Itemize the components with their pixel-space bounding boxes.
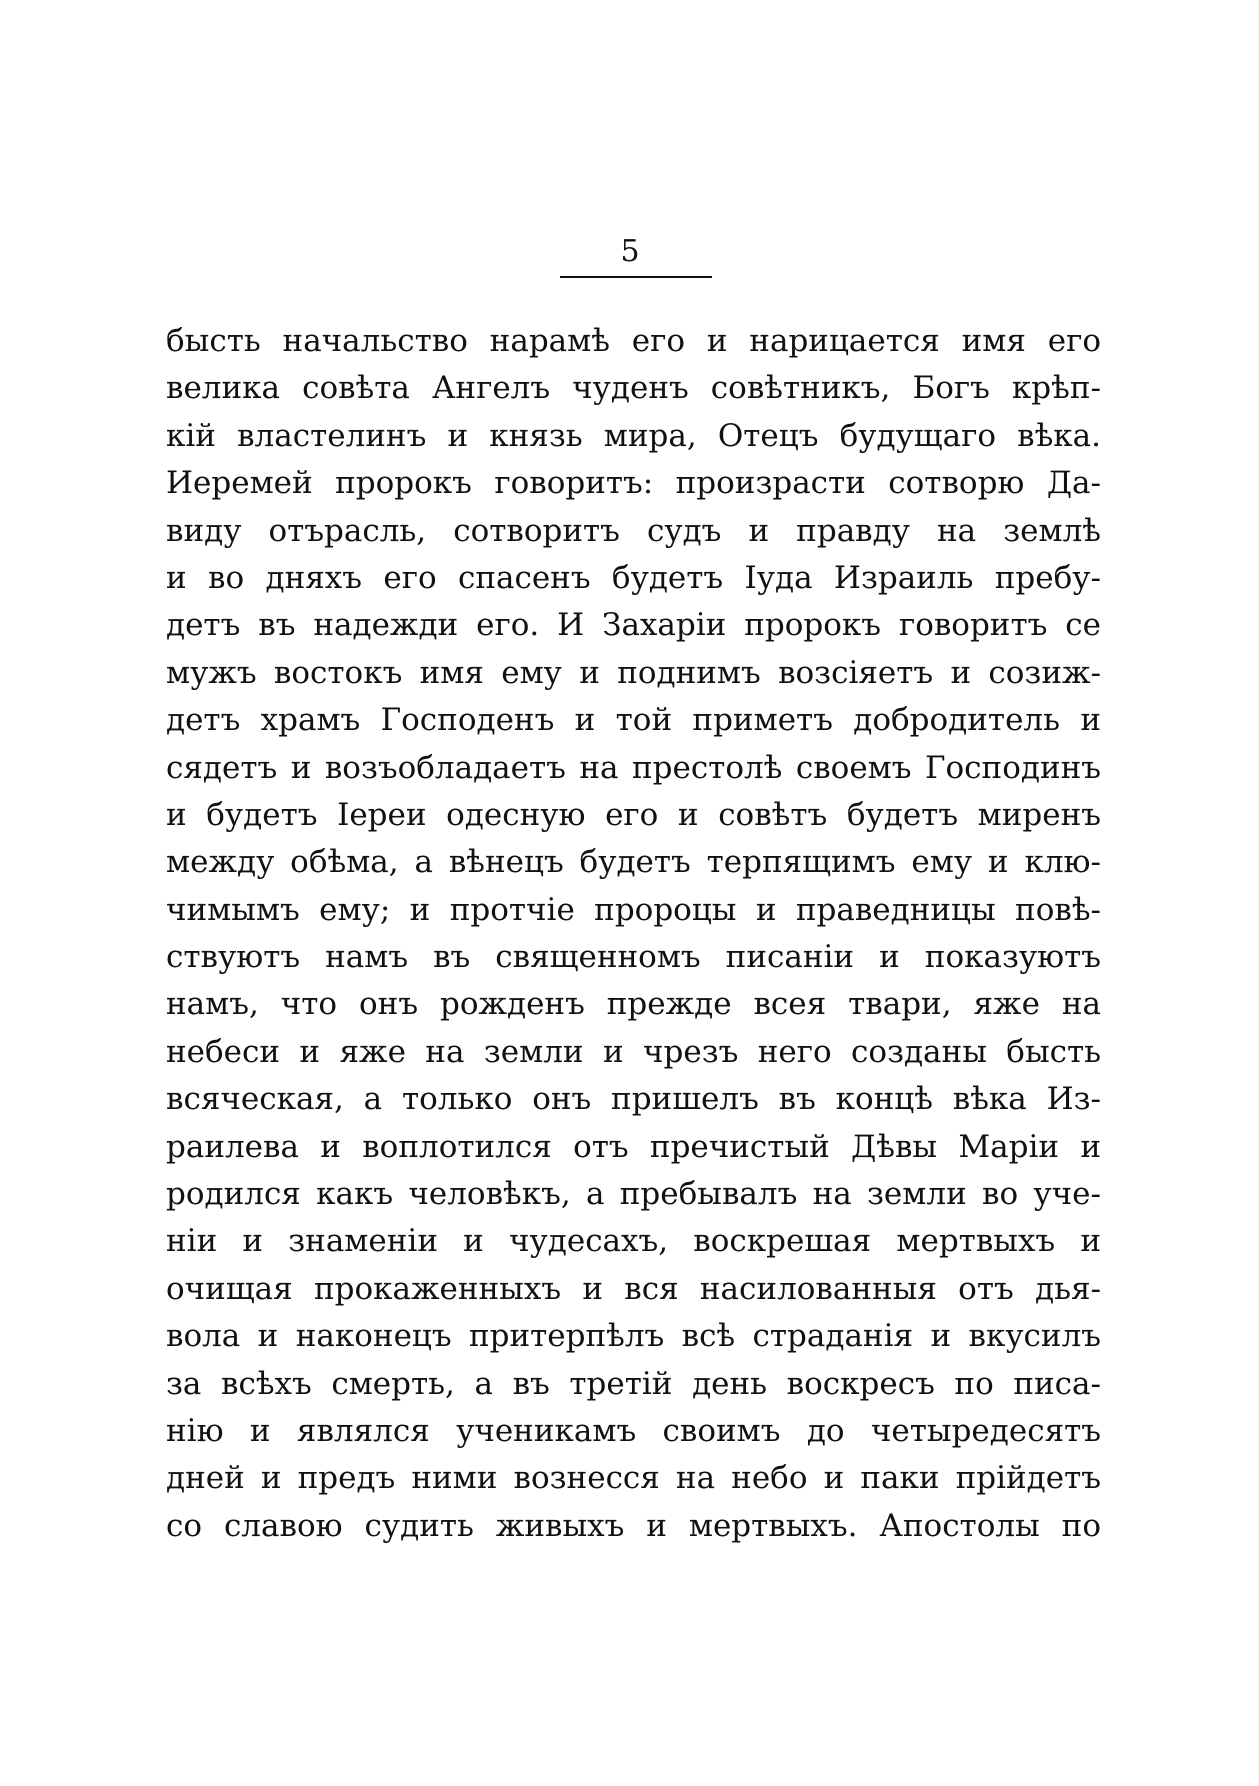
text-line: кій властелинъ и князь мира, Отецъ будущаго вѣка.: [166, 417, 1101, 454]
text-line: ствуютъ намъ въ священномъ писаніи и показуютъ: [166, 939, 1101, 976]
text-line: раилева и воплотился отъ пречистый Дѣвы Маріи и: [166, 1128, 1101, 1165]
text-line: бысть начальство нарамѣ его и нарицается имя его: [166, 323, 1101, 359]
text-line: родился какъ человѣкъ, а пребывалъ на земли во уче-: [166, 1176, 1101, 1213]
page-number: 5: [620, 234, 640, 269]
text-line: мужъ востокъ имя ему и поднимъ возсіяетъ и созиж-: [166, 654, 1101, 691]
text-line: и во дняхъ его спасенъ будетъ Іуда Израиль пребу-: [166, 559, 1101, 596]
text-line: и будетъ Іереи одесную его и совѣтъ будетъ миренъ: [166, 796, 1101, 833]
text-line: за всѣхъ смерть, а въ третій день воскресъ по писа-: [166, 1365, 1101, 1402]
text-line: со славою судить живыхъ и мертвыхъ. Апостолы по: [166, 1507, 1101, 1544]
page-number-rule: [560, 276, 712, 278]
text-line: велика совѣта Ангелъ чуденъ совѣтникъ, Богъ крѣп-: [166, 370, 1101, 407]
text-line: очищая прокаженныхъ и вся насилованныя отъ дья-: [166, 1270, 1101, 1307]
text-line: детъ храмъ Господенъ и той приметъ добродитель и: [166, 702, 1101, 739]
text-line: чимымъ ему; и протчіе пророцы и праведницы повѣ-: [166, 891, 1101, 928]
text-line: всяческая, а только онъ пришелъ въ концѣ вѣка Из-: [166, 1081, 1101, 1118]
text-line: ніи и знаменіи и чудесахъ, воскрешая мертвыхъ и: [166, 1223, 1101, 1260]
text-line: дней и предъ ними вознесся на небо и паки прійдетъ: [166, 1460, 1101, 1497]
text-line: виду отърасль, сотворитъ судъ и правду на землѣ: [166, 512, 1101, 549]
text-line: намъ, что онъ рожденъ прежде всея твари, яже на: [166, 986, 1101, 1023]
text-line: Иеремей пророкъ говоритъ: произрасти сотворю Да-: [166, 465, 1101, 502]
text-line: вола и наконецъ притерпѣлъ всѣ страданія и вкусилъ: [166, 1318, 1101, 1355]
text-line: нію и являлся ученикамъ своимъ до четыредесятъ: [166, 1412, 1101, 1449]
text-line: детъ въ надежди его. И Захаріи пророкъ говоритъ се: [166, 607, 1101, 644]
text-line: небеси и яже на земли и чрезъ него созданы бысть: [166, 1033, 1101, 1070]
body-text: [166, 318, 1101, 1550]
text-line: между обѣма, а вѣнецъ будетъ терпящимъ ему и клю-: [166, 844, 1101, 881]
text-line: сядетъ и возъобладаетъ на престолѣ своемъ Господинъ: [166, 749, 1101, 786]
